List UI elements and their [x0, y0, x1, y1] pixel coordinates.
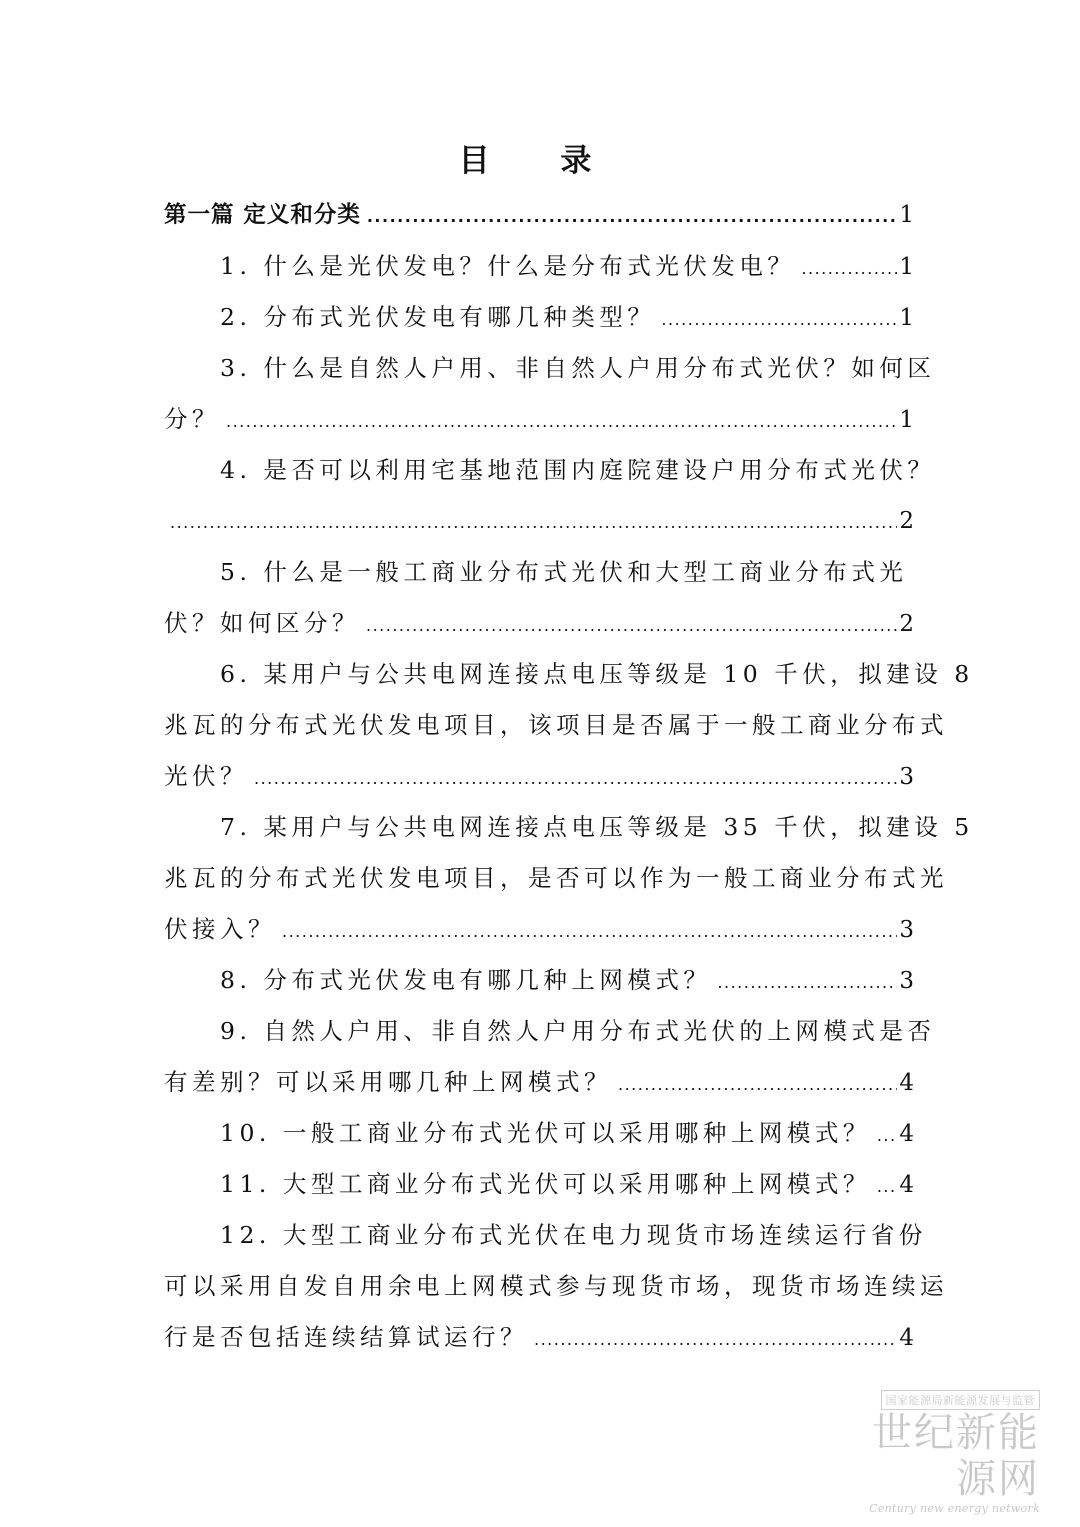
toc-page-number: 3 [899, 968, 914, 994]
toc-entry[interactable] [164, 292, 914, 343]
dot-leader [877, 1110, 898, 1161]
dot-leader [618, 1059, 897, 1110]
toc-page-number: 2 [899, 508, 914, 534]
toc-entry[interactable] [164, 1210, 948, 1363]
toc-page-number: 3 [899, 764, 914, 790]
toc-page-number: 1 [899, 254, 914, 280]
toc-entry-line [164, 1057, 914, 1108]
toc-entry-text: 6. 某用户与公共电网连接点电压等级是 10 千伏，拟建设 8 [220, 660, 974, 688]
dot-leader [367, 191, 898, 242]
toc-section[interactable] [164, 190, 914, 241]
toc-page-number: 1 [899, 407, 914, 433]
toc-entry-text: 7. 某用户与公共电网连接点电压等级是 35 千伏，拟建设 5 [220, 813, 974, 841]
toc-entry-line [164, 1261, 948, 1312]
toc-entry[interactable] [164, 343, 936, 445]
toc-entry-line [164, 1108, 914, 1159]
toc-page-number: 4 [899, 1172, 914, 1198]
toc-entry-text: 4. 是否可以利用宅基地范围内庭院建设户用分布式光伏？ [220, 456, 936, 484]
toc-entry-text: 8. 分布式光伏发电有哪几种上网模式？ [220, 966, 712, 994]
watermark-logo-text: 世纪新能源网 [872, 1410, 1040, 1502]
toc-entry-text: 5. 什么是一般工商业分布式光伏和大型工商业分布式光 [220, 558, 908, 586]
dot-leader [254, 753, 897, 804]
toc-entry-text: 9. 自然人户用、非自然人户用分布式光伏的上网模式是否 [220, 1017, 936, 1045]
dot-leader [801, 243, 897, 294]
table-of-contents [164, 190, 974, 1363]
toc-entry-text: 2. 分布式光伏发电有哪几种类型？ [220, 303, 656, 331]
toc-entry[interactable] [164, 649, 974, 802]
toc-entry[interactable] [164, 241, 914, 292]
toc-entry-line [164, 700, 948, 751]
toc-page-number: 4 [899, 1070, 914, 1096]
dot-leader [717, 957, 897, 1008]
toc-entry[interactable] [164, 955, 914, 1006]
watermark [850, 1389, 1040, 1515]
toc-page-number: 4 [899, 1325, 914, 1351]
toc-entry-text: 有差别？可以采用哪几种上网模式？ [164, 1068, 612, 1096]
toc-page-number: 4 [899, 1121, 914, 1147]
toc-entry-line [164, 496, 914, 547]
watermark-banner: 国家能源局新能源发展与监管 [881, 1390, 1041, 1410]
toc-entry-line [164, 751, 914, 802]
toc-entry-line [164, 1159, 914, 1210]
toc-entry-line [164, 955, 914, 1006]
toc-entry-text: 伏接入？ [164, 915, 276, 943]
toc-entry-line [164, 241, 914, 292]
toc-entry[interactable] [164, 547, 914, 649]
toc-entry-text: 分？ [164, 405, 220, 433]
watermark-subtitle: Century new energy network [869, 1502, 1040, 1515]
toc-entry-line [164, 904, 914, 955]
toc-entry-text: 伏？如何区分？ [164, 609, 360, 637]
dot-leader [877, 1161, 898, 1212]
toc-entry-text: 兆瓦的分布式光伏发电项目，该项目是否属于一般工商业分布式 [164, 711, 948, 739]
toc-page-number: 3 [899, 917, 914, 943]
toc-entry-line [164, 292, 914, 343]
toc-entry-line [164, 1312, 914, 1363]
dot-leader [226, 396, 897, 447]
toc-section-title: 第一篇 定义和分类 [164, 202, 361, 228]
toc-entry-line [164, 598, 914, 649]
dot-leader [534, 1314, 897, 1365]
dot-leader [282, 906, 897, 957]
dot-leader [366, 600, 897, 651]
toc-entry-text: 可以采用自发自用余电上网模式参与现货市场，现货市场连续运 [164, 1272, 948, 1300]
toc-entry-text: 10. 一般工商业分布式光伏可以采用哪种上网模式？ [220, 1119, 871, 1147]
toc-items [164, 241, 974, 1363]
toc-entry-text: 光伏？ [164, 762, 248, 790]
toc-entry-text: 行是否包括连续结算试运行？ [164, 1323, 528, 1351]
page-title: 目 录 [458, 143, 622, 179]
toc-entry-line [164, 394, 914, 445]
toc-entry-line [164, 343, 936, 394]
toc-entry-line [164, 1006, 936, 1057]
toc-entry[interactable] [164, 1006, 936, 1108]
toc-entry-text: 3. 什么是自然人户用、非自然人户用分布式光伏？如何区 [220, 354, 936, 382]
toc-entry-line [164, 649, 974, 700]
toc-entry-text: 11. 大型工商业分布式光伏可以采用哪种上网模式？ [220, 1170, 871, 1198]
dot-leader [170, 497, 897, 548]
toc-page-number: 2 [899, 611, 914, 637]
toc-entry[interactable] [164, 1159, 914, 1210]
toc-entry-text: 1. 什么是光伏发电？什么是分布式光伏发电？ [220, 252, 796, 280]
toc-entry-line [164, 1210, 927, 1261]
toc-entry-line [164, 547, 914, 598]
toc-entry[interactable] [164, 445, 936, 547]
toc-entry-text: 兆瓦的分布式光伏发电项目，是否可以作为一般工商业分布式光 [164, 864, 948, 892]
toc-entry[interactable] [164, 1108, 914, 1159]
toc-entry-line [164, 445, 936, 496]
toc-entry-line [164, 853, 948, 904]
toc-page-number: 1 [899, 202, 914, 228]
toc-entry[interactable] [164, 802, 974, 955]
dot-leader [661, 294, 897, 345]
toc-page-number: 1 [899, 305, 914, 331]
toc-entry-line [164, 802, 974, 853]
toc-entry-text: 12. 大型工商业分布式光伏在电力现货市场连续运行省份 [220, 1221, 927, 1249]
